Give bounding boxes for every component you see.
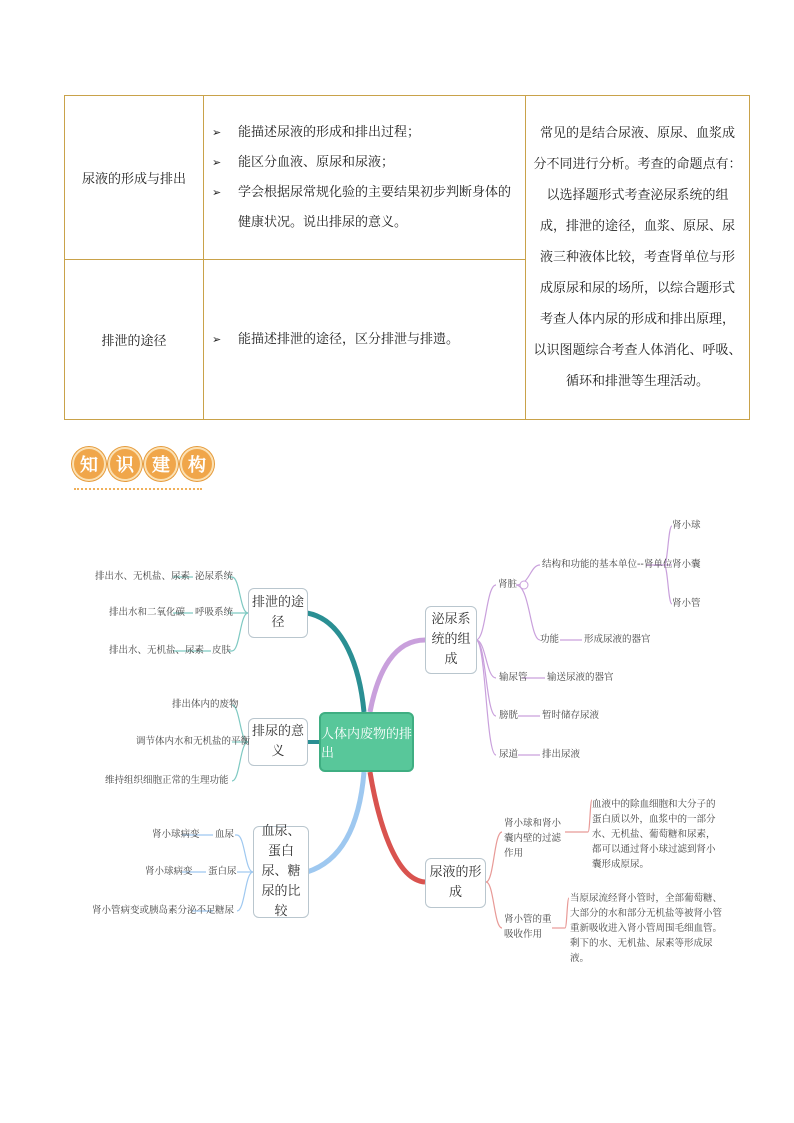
bullet-item: ➢ 能描述排泄的途径，区分排泄与排遗。 [212, 325, 519, 355]
compare-item-type: 蛋白尿 [208, 866, 237, 877]
meaning-item: 维持组织细胞正常的生理功能 [105, 775, 229, 786]
topic-cell [65, 96, 204, 260]
urinary-organ-desc: 输送尿液的器官 [547, 672, 614, 683]
topic-label: 尿液的形成与排出 [81, 172, 186, 187]
meaning-item: 排出体内的废物 [172, 699, 239, 710]
topic-cell [65, 260, 204, 420]
heading-char: 识 [108, 447, 142, 481]
filtration-step: 肾小球和肾小囊内壁的过滤作用 [504, 818, 562, 859]
analysis-line: 常见的是结合尿液、原尿、血浆成 [539, 126, 735, 141]
filtration-desc: 血液中的除血细胞和大分子的蛋白质以外，血浆中的一部分水、无机盐、葡萄糖和尿素，都可以通过肾小球过滤到肾小囊形成原尿。 [592, 799, 716, 870]
excretion-item-organ: 泌尿系统 [195, 571, 234, 582]
excretion-item-desc: 排出水、无机盐、尿素 [95, 571, 191, 582]
points-cell [204, 96, 526, 260]
heading-char: 构 [180, 447, 214, 481]
excretion-item-desc: 排出水、无机盐、尿素 [109, 645, 205, 656]
node-urine-formation: 尿液的形成 [425, 858, 486, 908]
excretion-item-desc: 排出水和二氧化碳 [109, 607, 186, 618]
node-urine-comparison: 血尿、蛋白尿、糖尿的比较 [253, 826, 309, 918]
urinary-organ-desc: 暂时储存尿液 [542, 710, 600, 721]
urinary-organ: 肾脏 [498, 579, 518, 590]
analysis-line: 液三种液体比较，考查肾单位与形 [539, 250, 735, 265]
nephron-part: 肾小囊 [672, 559, 701, 570]
urinary-organ-desc: 排出尿液 [542, 749, 581, 760]
node-urinary-system: 泌尿系统的组成 [425, 606, 477, 674]
excretion-item-organ: 皮肤 [212, 645, 232, 656]
analysis-line: 考查人体内尿的形成和排出原理， [539, 312, 735, 327]
compare-item-type: 糖尿 [215, 905, 235, 916]
branch-main-excretion [307, 613, 364, 712]
analysis-line: 成，排泄的途径，血浆、原尿、尿 [539, 219, 735, 234]
bullet-item: ➢ 能描述尿液的形成和排出过程； [212, 118, 519, 148]
node-urination-meaning: 排尿的意义 [248, 718, 308, 766]
meaning-item: 调节体内水和无机盐的平衡 [136, 736, 251, 747]
compare-item-cause: 肾小球病变 [152, 829, 200, 840]
collapse-node-icon [520, 581, 528, 589]
analysis-line: 成原尿和尿的场所，以综合题形式 [539, 281, 735, 296]
objectives-table [64, 95, 750, 420]
analysis-line: 分不同进行分析。考查的命题点有： [533, 157, 742, 172]
heading-char: 知 [72, 447, 106, 481]
nephron-label: 结构和功能的基本单位--肾单位 [542, 559, 673, 570]
section-heading [72, 447, 214, 481]
branch-main-urinary [370, 640, 425, 712]
reabsorption-step: 肾小管的重吸收作用 [504, 914, 552, 940]
compare-item-cause: 肾小球病变 [145, 866, 193, 877]
heading-underline [74, 488, 202, 490]
reabsorption-desc: 当原尿流经肾小管时，全部葡萄糖、大部分的水和部分无机盐等被肾小管重新吸收进入肾小管周围毛细血管。剩下的水、无机盐、尿素等形成尿液。 [570, 893, 723, 964]
analysis-cell [526, 96, 750, 420]
arrow-bullet-icon: ➢ [212, 125, 222, 139]
bullet-item: ➢ 学会根据尿常规化验的主要结果初步判断身体的健康状况。说出排尿的意义。 [212, 178, 519, 238]
function-desc: 形成尿液的器官 [584, 634, 651, 645]
bullet-item: ➢ 能区分血液、原尿和尿液； [212, 148, 519, 178]
mindmap-center-node: 人体内废物的排出 [319, 712, 414, 772]
analysis-line: 以识图题综合考查人体消化、呼吸、 [533, 343, 742, 358]
arrow-bullet-icon: ➢ [212, 332, 222, 346]
excretion-item-organ: 呼吸系统 [195, 607, 234, 618]
analysis-line: 循环和排泄等生理活动。 [565, 374, 709, 389]
node-excretion-routes: 排泄的途径 [248, 588, 308, 638]
compare-item-cause: 肾小管病变或胰岛素分泌不足 [92, 905, 216, 916]
branch-main-compare [307, 772, 364, 872]
arrow-bullet-icon: ➢ [212, 185, 222, 199]
nephron-part: 肾小管 [672, 598, 701, 609]
heading-char: 建 [144, 447, 178, 481]
arrow-bullet-icon: ➢ [212, 155, 222, 169]
analysis-line: 以选择题形式考查泌尿系统的组 [546, 188, 729, 203]
compare-item-type: 血尿 [215, 829, 235, 840]
function-label: 功能 [540, 634, 560, 645]
nephron-part: 肾小球 [672, 520, 701, 531]
urinary-organ: 尿道 [499, 749, 519, 760]
topic-label: 排泄的途径 [101, 334, 167, 349]
urinary-organ: 输尿管 [499, 672, 528, 683]
branch-main-formation [370, 772, 425, 882]
urinary-organ: 膀胱 [499, 710, 519, 721]
points-cell [204, 260, 526, 420]
